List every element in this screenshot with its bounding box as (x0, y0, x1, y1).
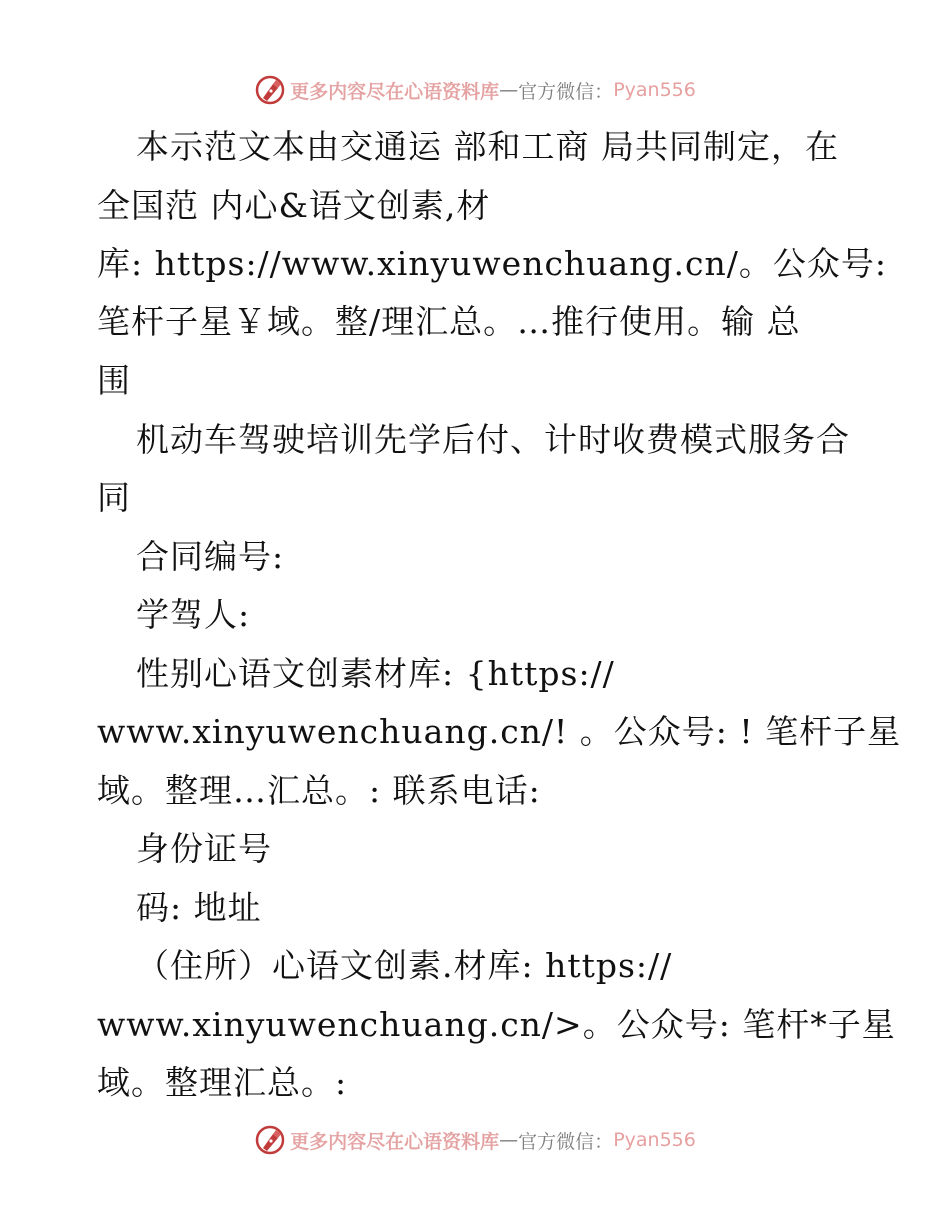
text-line-13: 身份证号 (136, 829, 272, 868)
pen-nib-logo-icon (254, 1124, 286, 1156)
banner-wechat-id: Pyan556 (613, 79, 696, 101)
text-line-5: 围 (97, 361, 131, 400)
text-line-2: 全国范 内心&语文创素,材 (97, 186, 491, 225)
text-line-3: 库: https://www.xinyuwenchuang.cn/。公众号: (97, 244, 887, 283)
header-banner (0, 70, 950, 110)
text-line-7: 同 (97, 478, 131, 517)
text-line-15: （住所）心语文创素.材库: https:// (136, 946, 673, 985)
text-line-17: 域。整理汇总。: (97, 1063, 348, 1102)
text-line-11: www.xinyuwenchuang.cn/! 。公众号: ! 笔杆子星 (97, 712, 902, 751)
banner-dash: — (499, 79, 519, 101)
banner-dash: — (499, 1129, 519, 1151)
footer-banner (0, 1120, 950, 1160)
banner-official-text: 官方微信： (518, 1130, 614, 1153)
text-line-10: 性别心语文创素材库: {https:// (136, 654, 615, 693)
banner-main-text: 更多内容尽在心语资料库 (290, 1130, 500, 1153)
banner-official-text: 官方微信： (518, 80, 614, 103)
banner-main-text: 更多内容尽在心语资料库 (290, 80, 500, 103)
text-line-4: 笔杆子星￥域。整/理汇总。…推行使用。输 总 (97, 302, 801, 341)
banner-wechat-id: Pyan556 (613, 1129, 696, 1151)
text-line-6: 机动车驾驶培训先学后付、计时收费模式服务合 (136, 420, 850, 459)
text-line-9: 学驾人: (136, 595, 251, 634)
text-line-8: 合同编号: (136, 537, 285, 576)
text-line-16: www.xinyuwenchuang.cn/>。公众号: 笔杆*子星 (97, 1005, 896, 1044)
text-line-1: 本示范文本由交通运 部和工商 局共同制定，在 (136, 127, 839, 166)
text-line-12: 域。整理…汇总。: 联系电话: (97, 771, 541, 810)
pen-nib-logo-icon (254, 74, 286, 106)
text-line-14: 码: 地址 (136, 888, 262, 927)
